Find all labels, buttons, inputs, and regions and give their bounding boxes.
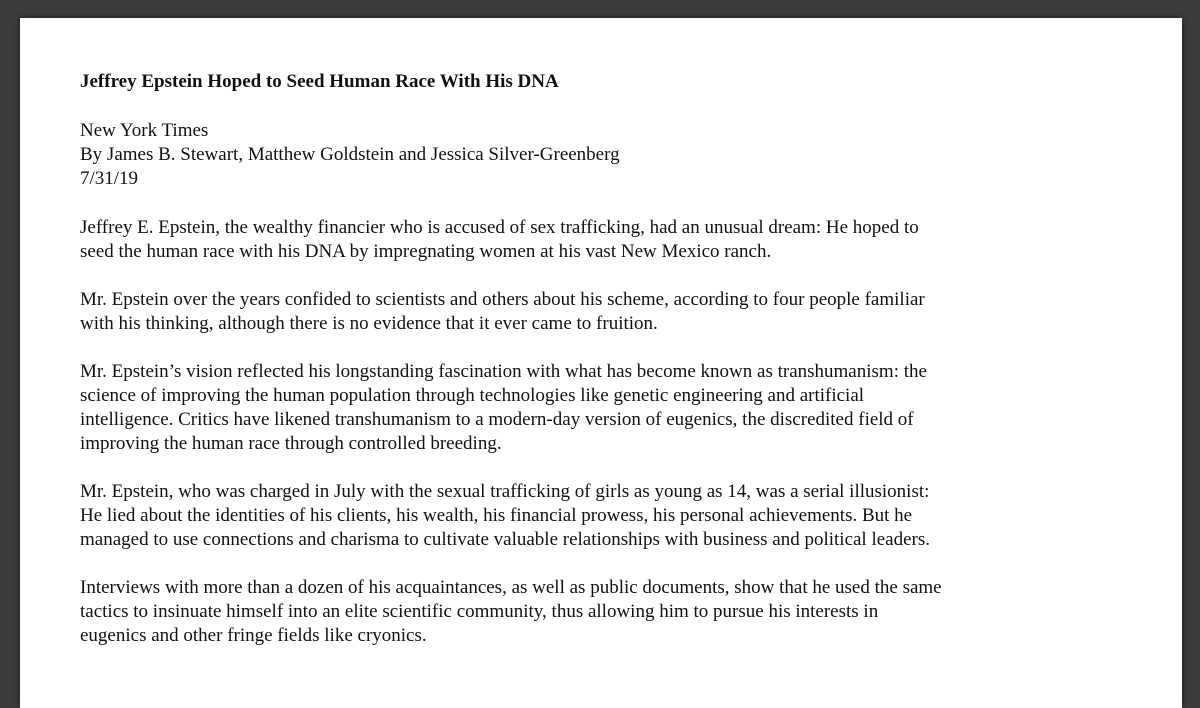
paragraph-line: seed the human race with his DNA by impregnating women at his vast New Mexico ranch.	[80, 241, 772, 262]
paragraph-line: tactics to insinuate himself into an elite scientific community, thus allowing him to pursue his interests in	[80, 601, 879, 622]
article-title: Jeffrey Epstein Hoped to Seed Human Race With His DNA	[80, 71, 559, 92]
publication-name: New York Times	[80, 120, 209, 141]
paragraph-1	[80, 216, 1170, 264]
paragraph-line: Mr. Epstein, who was charged in July with the sexual trafficking of girls as young as 14, was a serial illusionist:	[80, 481, 930, 502]
paragraph-line: improving the human race through controlled breeding.	[80, 433, 502, 454]
document-page	[20, 18, 1182, 708]
article-meta	[80, 119, 1170, 191]
paragraph-line: eugenics and other fringe fields like cryonics.	[80, 625, 427, 646]
paragraph-3	[80, 360, 1170, 456]
document-content	[80, 70, 1170, 672]
paragraph-4	[80, 480, 1170, 552]
paragraph-line: Jeffrey E. Epstein, the wealthy financier who is accused of sex trafficking, had an unusual dream: He hoped to	[80, 217, 919, 238]
paragraph-line: Mr. Epstein’s vision reflected his longstanding fascination with what has become known as transhumanism: the	[80, 361, 927, 382]
paragraph-line: Interviews with more than a dozen of his acquaintances, as well as public documents, show that he used the same	[80, 577, 942, 598]
article-byline: By James B. Stewart, Matthew Goldstein and Jessica Silver-Greenberg	[80, 144, 620, 165]
paragraph-line: managed to use connections and charisma to cultivate valuable relationships with business and political leaders.	[80, 529, 931, 550]
paragraph-5	[80, 576, 1170, 648]
paragraph-line: Mr. Epstein over the years confided to scientists and others about his scheme, according to four people familiar	[80, 289, 925, 310]
paragraph-line: science of improving the human population through technologies like genetic engineering and artificial	[80, 385, 865, 406]
paragraph-line: with his thinking, although there is no evidence that it ever came to fruition.	[80, 313, 658, 334]
paragraph-2	[80, 288, 1170, 336]
paragraph-line: intelligence. Critics have likened transhumanism to a modern-day version of eugenics, the discredited field of	[80, 409, 914, 430]
article-date: 7/31/19	[80, 168, 139, 189]
paragraph-line: He lied about the identities of his clients, his wealth, his financial prowess, his personal achievements. But he	[80, 505, 913, 526]
